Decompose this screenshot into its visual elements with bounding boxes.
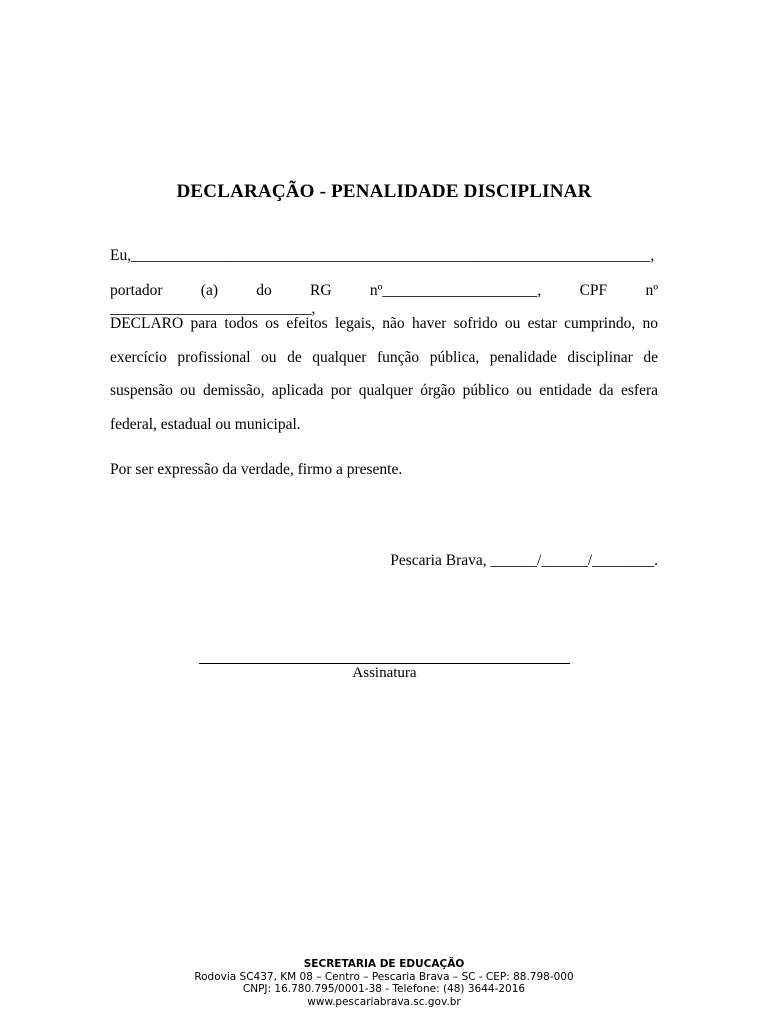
name-line: Eu,___________________________________________________________________,: [110, 247, 655, 264]
signature-label: Assinatura: [352, 665, 417, 681]
declaration-line-2: exercício profissional ou de qualquer função pública, penalidade disciplinar de: [110, 349, 658, 366]
truth-statement: Por ser expressão da verdade, firmo a presente.: [110, 461, 403, 478]
rg-cpf-line: portador (a) do RG nº____________________, CPF nº __________________________,: [110, 282, 658, 317]
signature-rule: [199, 663, 570, 664]
document-title: DECLARAÇÃO - PENALIDADE DISCIPLINAR: [176, 181, 592, 202]
declaration-line-3: suspensão ou demissão, aplicada por qualquer órgão público ou entidade da esfera: [110, 382, 658, 399]
footer-address: Rodovia SC437, KM 08 – Centro – Pescaria Brava – SC - CEP: 88.798-000: [194, 970, 574, 983]
footer-website: www.pescariabrava.sc.gov.br: [307, 995, 461, 1008]
footer-cnpj-phone: CNPJ: 16.780.795/0001-38 - Telefone: (48) 3644-2016: [242, 983, 526, 995]
declaration-body: [110, 0, 658, 1024]
declaration-line-4: federal, estadual ou municipal.: [110, 416, 301, 433]
declaration-line-1: DECLARO para todos os efeitos legais, não haver sofrido ou estar cumprindo, no: [110, 315, 658, 332]
footer-org: SECRETARIA DE EDUCAÇÃO: [303, 958, 465, 970]
date-line: Pescaria Brava, ______/______/________.: [390, 552, 658, 569]
footer: [0, 958, 768, 1008]
